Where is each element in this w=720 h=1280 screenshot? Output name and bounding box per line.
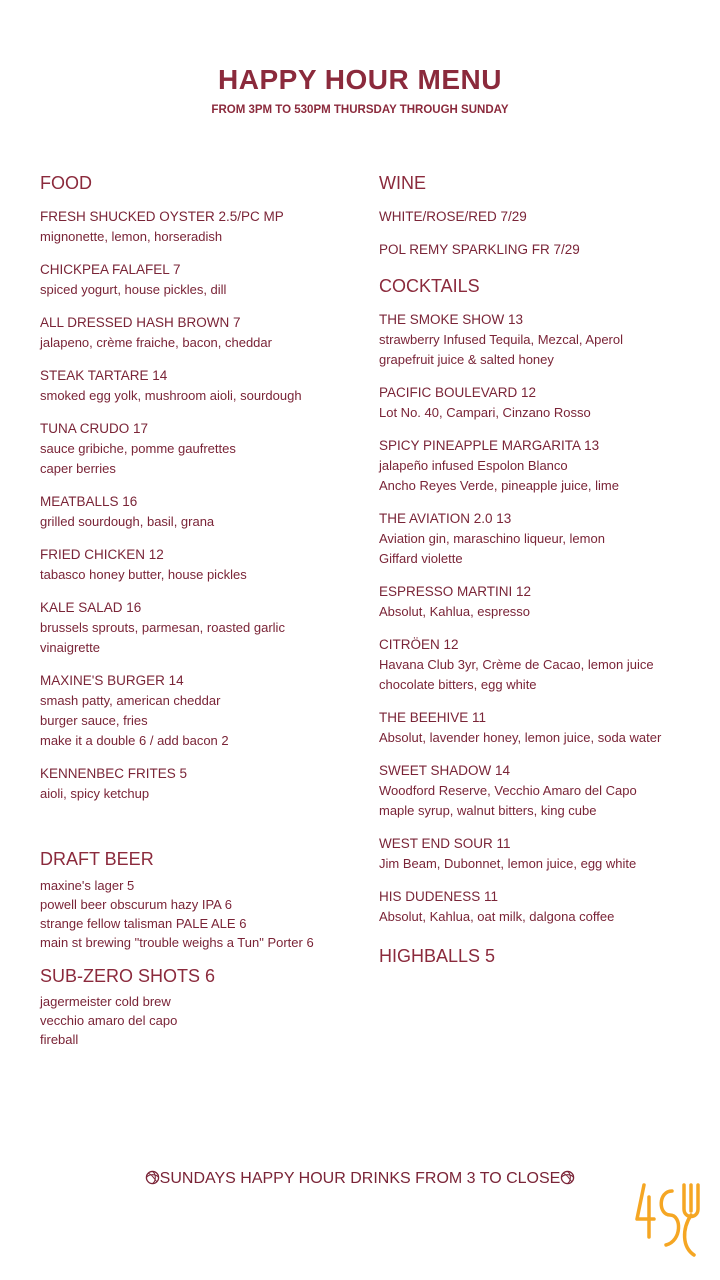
menu-item (379, 708, 709, 748)
item-description: Ancho Reyes Verde, pineapple juice, lime (379, 478, 619, 493)
highballs-section (379, 945, 709, 967)
shots-list (40, 992, 360, 1049)
menu-item (40, 545, 360, 585)
item-name: POL REMY SPARKLING FR 7/29 (379, 242, 580, 257)
cocktail-items (379, 310, 709, 927)
shot-item: vecchio amaro del capo (40, 1013, 178, 1028)
item-description: strawberry Infused Tequila, Mezcal, Aperol (379, 332, 623, 347)
item-description: Woodford Reserve, Vecchio Amaro del Capo (379, 783, 637, 798)
swirl-icon (145, 1170, 160, 1187)
menu-item (379, 310, 709, 370)
menu-item (40, 764, 360, 804)
item-description: burger sauce, fries (40, 713, 148, 728)
menu-item (379, 582, 709, 622)
item-name: STEAK TARTARE 14 (40, 368, 168, 383)
item-description: maple syrup, walnut bitters, king cube (379, 803, 597, 818)
menu-item (40, 598, 360, 658)
item-description: tabasco honey butter, house pickles (40, 567, 247, 582)
cocktails-title: COCKTAILS (379, 276, 480, 296)
food-items (40, 207, 360, 804)
swirl-icon (560, 1170, 575, 1187)
wine-section (379, 172, 709, 260)
menu-item (379, 240, 709, 260)
item-name: PACIFIC BOULEVARD 12 (379, 385, 537, 400)
draft-beer-list (40, 876, 360, 952)
menu-item (40, 313, 360, 353)
menu-subtitle: FROM 3PM TO 530PM THURSDAY THROUGH SUNDAY (211, 104, 509, 116)
item-name: KENNENBEC FRITES 5 (40, 766, 188, 781)
item-description: smash patty, american cheddar (40, 693, 221, 708)
item-name: CHICKPEA FALAFEL 7 (40, 262, 181, 277)
item-description: Lot No. 40, Campari, Cinzano Rosso (379, 405, 591, 420)
beer-item: strange fellow talisman PALE ALE 6 (40, 916, 247, 931)
menu-item (40, 366, 360, 406)
item-description: Absolut, Kahlua, oat milk, dalgona coffee (379, 909, 615, 924)
menu-item (40, 207, 360, 247)
menu-item (379, 635, 709, 695)
item-description: jalapeno, crème fraiche, bacon, cheddar (40, 335, 272, 350)
menu-item (40, 419, 360, 479)
shots-title: SUB-ZERO SHOTS 6 (40, 966, 216, 986)
beer-item: powell beer obscurum hazy IPA 6 (40, 897, 232, 912)
menu-item (379, 436, 709, 496)
item-name: THE SMOKE SHOW 13 (379, 312, 524, 327)
food-title: FOOD (40, 173, 92, 193)
menu-item (379, 509, 709, 569)
item-name: FRIED CHICKEN 12 (40, 547, 164, 562)
item-description: Giffard violette (379, 551, 463, 566)
item-name: FRESH SHUCKED OYSTER 2.5/PC MP (40, 209, 284, 224)
item-name: THE AVIATION 2.0 13 (379, 511, 512, 526)
item-name: HIS DUDENESS 11 (379, 889, 499, 904)
wine-title: WINE (379, 173, 426, 193)
cocktails-section (379, 275, 709, 927)
item-description: brussels sprouts, parmesan, roasted garlic (40, 620, 285, 635)
item-name: SWEET SHADOW 14 (379, 763, 511, 778)
menu-item (40, 260, 360, 300)
food-section (40, 172, 360, 804)
item-name: ESPRESSO MARTINI 12 (379, 584, 532, 599)
shots-section (40, 965, 360, 1049)
item-name: SPICY PINEAPPLE MARGARITA 13 (379, 438, 600, 453)
item-description: Absolut, Kahlua, espresso (379, 604, 531, 619)
beer-item: maxine's lager 5 (40, 878, 135, 893)
right-column (379, 172, 709, 967)
left-column (40, 172, 360, 1049)
footer-note (0, 1170, 720, 1188)
item-name: MEATBALLS 16 (40, 494, 138, 509)
item-name: ALL DRESSED HASH BROWN 7 (40, 315, 241, 330)
beer-item: main st brewing "trouble weighs a Tun" Porter 6 (40, 935, 314, 950)
menu-item (379, 834, 709, 874)
item-description: smoked egg yolk, mushroom aioli, sourdough (40, 388, 302, 403)
highballs-title: HIGHBALLS 5 (379, 946, 496, 966)
item-description: make it a double 6 / add bacon 2 (40, 733, 229, 748)
item-name: WEST END SOUR 11 (379, 836, 511, 851)
item-description: caper berries (40, 461, 116, 476)
item-name: WHITE/ROSE/RED 7/29 (379, 209, 527, 224)
item-description: sauce gribiche, pomme gaufrettes (40, 441, 236, 456)
shot-item: fireball (40, 1032, 79, 1047)
footer-text: SUNDAYS HAPPY HOUR DRINKS FROM 3 TO CLOSE (159, 1170, 561, 1187)
item-description: spiced yogurt, house pickles, dill (40, 282, 227, 297)
item-description: vinaigrette (40, 640, 100, 655)
item-description: mignonette, lemon, horseradish (40, 229, 223, 244)
item-name: TUNA CRUDO 17 (40, 421, 149, 436)
menu-item (379, 383, 709, 423)
item-name: THE BEEHIVE 11 (379, 710, 487, 725)
item-description: grapefruit juice & salted honey (379, 352, 554, 367)
item-description: Havana Club 3yr, Crème de Cacao, lemon juice (379, 657, 654, 672)
menu-item (379, 887, 709, 927)
menu-item (40, 492, 360, 532)
menu-title: HAPPY HOUR MENU (218, 64, 502, 95)
draft-beer-title: DRAFT BEER (40, 849, 154, 869)
shot-item: jagermeister cold brew (40, 994, 171, 1009)
menu-item (40, 671, 360, 751)
item-description: Aviation gin, maraschino liqueur, lemon (379, 531, 605, 546)
wine-items (379, 207, 709, 260)
item-description: aioli, spicy ketchup (40, 786, 150, 801)
item-description: Absolut, lavender honey, lemon juice, soda water (379, 730, 662, 745)
item-description: jalapeño infused Espolon Blanco (379, 458, 568, 473)
item-name: MAXINE'S BURGER 14 (40, 673, 184, 688)
menu-item (379, 207, 709, 227)
item-description: grilled sourdough, basil, grana (40, 514, 215, 529)
draft-beer-section (40, 848, 360, 952)
item-name: KALE SALAD 16 (40, 600, 142, 615)
item-description: chocolate bitters, egg white (379, 677, 537, 692)
item-name: CITRÖEN 12 (379, 637, 459, 652)
item-description: Jim Beam, Dubonnet, lemon juice, egg white (379, 856, 637, 871)
restaurant-logo-icon (632, 1181, 704, 1264)
menu-item (379, 761, 709, 821)
